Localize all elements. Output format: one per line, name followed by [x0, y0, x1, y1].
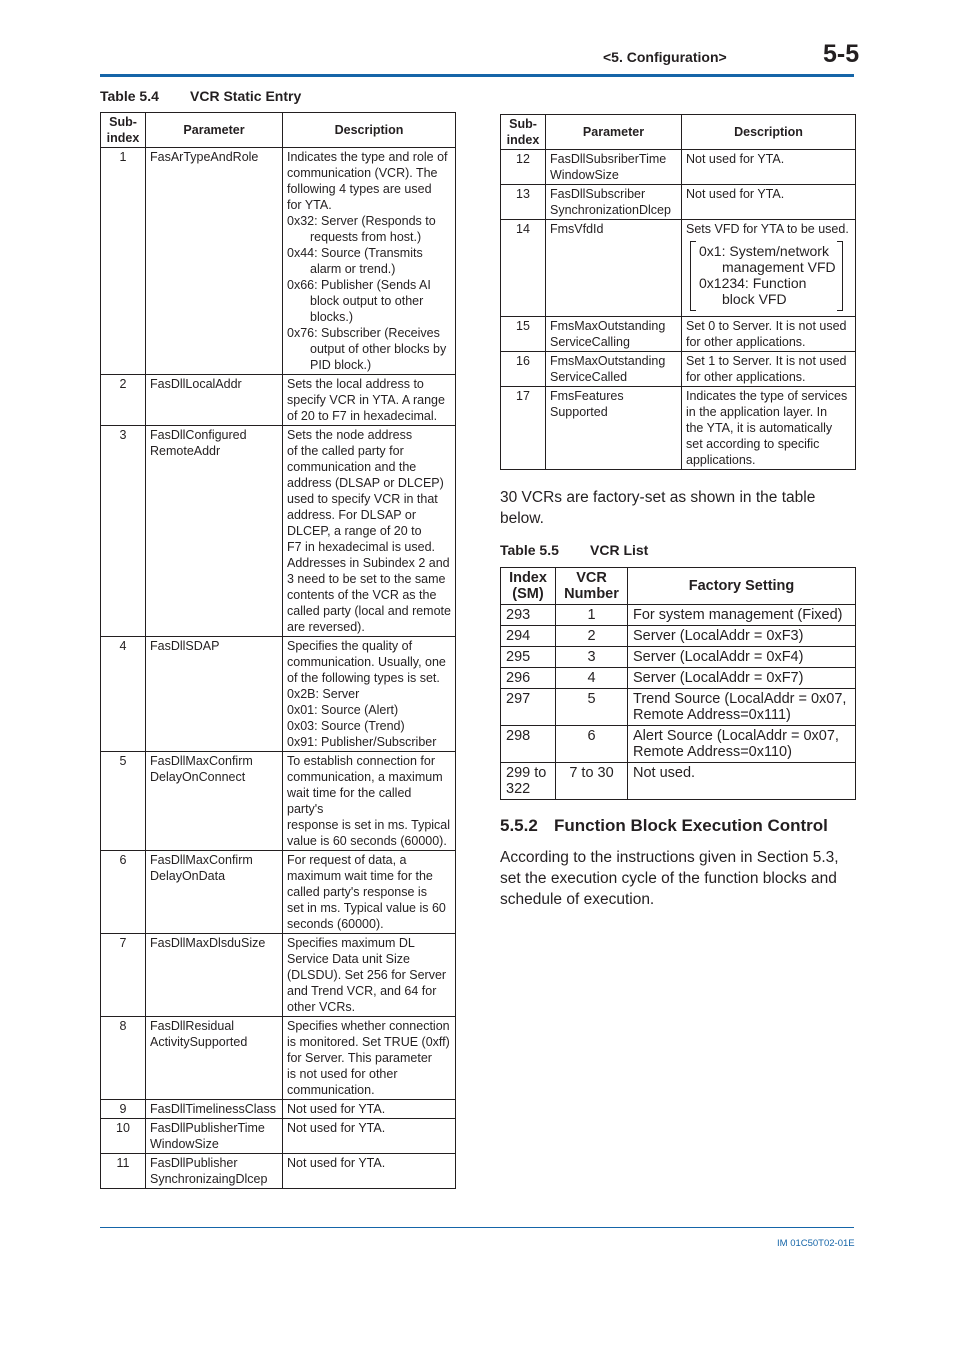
section-title: Function Block Execution Control: [554, 816, 828, 835]
description-cell: [682, 220, 856, 317]
header-line: Factory Setting: [688, 578, 795, 594]
table-row: [101, 426, 456, 637]
factory-setting-line: Server (LocalAddr = 0xF4): [633, 649, 804, 665]
table-row: [101, 851, 456, 934]
parameter-line: FasDllResidual: [150, 1019, 235, 1033]
description-line: F7 in hexadecimal is used.: [287, 540, 435, 554]
parameter-cell: [146, 1100, 283, 1119]
index-cell: [501, 605, 556, 626]
col-header-subindex: [101, 113, 146, 148]
col-header-description: [283, 113, 456, 148]
table-row: [101, 637, 456, 752]
vfd-type-item: 0x1: System/network management VFD: [699, 243, 836, 275]
description-line: set according to specific: [686, 437, 820, 451]
index-line: 299 to: [506, 765, 547, 781]
parameter-line: FasDllMaxDlsduSize: [150, 936, 266, 950]
header-line: index: [506, 133, 540, 147]
factory-setting-cell: [628, 689, 856, 726]
parameter-line: ServiceCalling: [550, 335, 630, 349]
subindex-cell: 12: [501, 150, 546, 185]
description-line: in the application layer. In: [686, 405, 828, 419]
description-line: communication, a maximum: [287, 770, 443, 784]
description-line: 0x01: Source (Alert): [287, 703, 399, 717]
vcr-number-cell: 1: [556, 605, 628, 626]
description-cell: [283, 752, 456, 851]
parameter-line: FasArTypeAndRole: [150, 150, 259, 164]
table-5-5-caption-title: VCR List: [590, 542, 649, 558]
subindex-cell: 16: [501, 352, 546, 387]
description-line: Specifies maximum DL: [287, 936, 415, 950]
description-line: Not used for YTA.: [287, 1102, 386, 1116]
description-line: Not used for YTA.: [287, 1156, 386, 1170]
description-cell: [682, 352, 856, 387]
description-line: Service Data unit Size: [287, 952, 410, 966]
parameter-line: SynchronizaingDlcep: [150, 1172, 268, 1186]
subindex-cell: 9: [101, 1100, 146, 1119]
parameter-line: DelayOnConnect: [150, 770, 246, 784]
table-row: [101, 1017, 456, 1100]
description-line: value is 60 seconds (60000).: [287, 834, 447, 848]
description-cell: [283, 375, 456, 426]
parameter-line: SynchronizationDlcep: [550, 203, 671, 217]
col-header-factory-setting: [628, 568, 856, 605]
parameter-cell: [146, 851, 283, 934]
description-line: communication. Usually, one: [287, 655, 446, 669]
parameter-cell: [146, 752, 283, 851]
factory-setting-line: Remote Address=0x111): [633, 707, 791, 723]
type-code-item: 0x32: Server (Responds to requests from host.): [287, 214, 436, 244]
parameter-line: FasDllConfigured: [150, 428, 247, 442]
vfd-type-box: [690, 241, 843, 311]
description-line: Set 1 to Server. It is not used: [686, 354, 847, 368]
description-cell: [682, 387, 856, 470]
description-line: for other applications.: [686, 370, 806, 384]
col-header-parameter: [546, 115, 682, 150]
header-line: (SM): [512, 586, 544, 602]
parameter-cell: [546, 387, 682, 470]
parameter-line: FasDllPublisher: [150, 1156, 238, 1170]
description-cell: [283, 148, 456, 375]
vcr-number-cell: 5: [556, 689, 628, 726]
description-line: 0x03: Source (Trend): [287, 719, 405, 733]
factory-setting-cell: [628, 605, 856, 626]
description-line: Indicates the type and role of: [287, 150, 448, 164]
description-line: for Server. This parameter: [287, 1051, 432, 1065]
parameter-cell: [546, 317, 682, 352]
description-line: the YTA, it is automatically: [686, 421, 833, 435]
col-header-subindex: [501, 115, 546, 150]
factory-setting-line: Server (LocalAddr = 0xF3): [633, 628, 804, 644]
factory-setting-line: Not used.: [633, 765, 696, 781]
header-line: Index: [509, 570, 547, 586]
description-cell: [283, 426, 456, 637]
table-row: [101, 375, 456, 426]
description-line: applications.: [686, 453, 756, 467]
table-row: [501, 647, 856, 668]
description-line: communication (VCR). The: [287, 166, 438, 180]
index-line: 296: [506, 670, 531, 686]
subindex-cell: 13: [501, 185, 546, 220]
section-heading: [500, 816, 828, 836]
description-cell: [283, 1017, 456, 1100]
parameter-cell: [146, 426, 283, 637]
description-line: seconds (60000).: [287, 917, 384, 931]
description-line: of the called party for: [287, 444, 404, 458]
description-line: is not used for other: [287, 1067, 398, 1081]
index-cell: [501, 647, 556, 668]
index-line: 295: [506, 649, 531, 665]
parameter-line: FasDllTimelinessClass: [150, 1102, 276, 1116]
header-line: Sub-: [109, 115, 137, 129]
description-cell: [283, 851, 456, 934]
parameter-line: Supported: [550, 405, 608, 419]
description-line: of the following types is set.: [287, 671, 440, 685]
description-line: and Trend VCR, and 64 for: [287, 984, 437, 998]
parameter-line: FmsFeatures: [550, 389, 624, 403]
description-cell: [283, 934, 456, 1017]
index-cell: [501, 668, 556, 689]
type-code-item: 0x66: Publisher (Sends AI block output to other blocks.): [287, 278, 431, 324]
vcr-number-cell: 2: [556, 626, 628, 647]
table-row: [101, 1100, 456, 1119]
intro-paragraph: 30 VCRs are factory-set as shown in the table below.: [500, 489, 816, 527]
subindex-cell: 7: [101, 934, 146, 1017]
description-line: used to specify VCR in that: [287, 492, 438, 506]
vcr-list-table: [500, 567, 856, 800]
table-row: [501, 185, 856, 220]
factory-setting-line: Trend Source (LocalAddr = 0x07,: [633, 691, 847, 707]
parameter-line: FmsMaxOutstanding: [550, 354, 666, 368]
factory-setting-cell: [628, 668, 856, 689]
table-row: [501, 726, 856, 763]
col-header-description: [682, 115, 856, 150]
parameter-line: FasDllMaxConfirm: [150, 853, 253, 867]
subindex-cell: 10: [101, 1119, 146, 1154]
table-5-4-caption: [100, 88, 301, 104]
vfd-type-item: 0x1234: Function block VFD: [699, 275, 807, 307]
description-line: address. For DLSAP or: [287, 508, 416, 522]
section-paragraph: According to the instructions given in Section 5.3, set the execution cycle of the function blocks and schedule of execution.: [500, 849, 839, 908]
subindex-cell: 4: [101, 637, 146, 752]
description-line: following 4 types are used: [287, 182, 432, 196]
header-line: Description: [334, 123, 404, 137]
parameter-line: FasDllSDAP: [150, 639, 220, 653]
table-row: [501, 220, 856, 317]
table-row: [501, 352, 856, 387]
description-line: wait time for the called party's: [287, 786, 412, 816]
factory-setting-cell: [628, 763, 856, 800]
parameter-line: DelayOnData: [150, 869, 226, 883]
parameter-cell: [146, 375, 283, 426]
table-5-5-caption: [500, 542, 648, 558]
table-row: [501, 317, 856, 352]
factory-setting-line: Server (LocalAddr = 0xF7): [633, 670, 804, 686]
description-line: contents of the VCR as the: [287, 588, 437, 602]
parameter-line: WindowSize: [150, 1137, 219, 1151]
vcr-static-entry-table: [100, 112, 456, 1189]
description-line: Sets the local address to: [287, 377, 424, 391]
description-line: Not used for YTA.: [686, 152, 785, 166]
description-line: Addresses in Subindex 2 and: [287, 556, 450, 570]
parameter-line: WindowSize: [550, 168, 619, 182]
parameter-cell: [146, 934, 283, 1017]
table-5-5-caption-number: Table 5.5: [500, 542, 559, 558]
index-line: 322: [506, 781, 531, 797]
description-line: Not used for YTA.: [287, 1121, 386, 1135]
vcr-number-cell: 3: [556, 647, 628, 668]
index-line: 293: [506, 607, 531, 623]
col-header-vcr-number: [556, 568, 628, 605]
subindex-cell: 3: [101, 426, 146, 637]
subindex-cell: 14: [501, 220, 546, 317]
description-cell: [682, 150, 856, 185]
section-number: 5.5.2: [500, 816, 538, 835]
parameter-line: FmsMaxOutstanding: [550, 319, 666, 333]
parameter-line: ActivitySupported: [150, 1035, 248, 1049]
factory-setting-line: Alert Source (LocalAddr = 0x07,: [633, 728, 839, 744]
header-line: index: [106, 131, 140, 145]
description-line: Sets VFD for YTA to be used.: [686, 222, 849, 236]
document-code: IM 01C50T02-01E: [777, 1238, 855, 1249]
description-line: called party's response is: [287, 885, 427, 899]
description-line: Sets the node address: [287, 428, 413, 442]
index-line: 294: [506, 628, 531, 644]
description-line: Indicates the type of services: [686, 389, 848, 403]
vcr-number-cell: 4: [556, 668, 628, 689]
footer-rule: [100, 1227, 854, 1228]
box-corner: [837, 241, 843, 242]
parameter-cell: [546, 150, 682, 185]
subindex-cell: 1: [101, 148, 146, 375]
col-header-parameter: [146, 113, 283, 148]
subindex-cell: 17: [501, 387, 546, 470]
parameter-line: FasDllLocalAddr: [150, 377, 242, 391]
header-line: Number: [564, 586, 619, 602]
description-line: 3 need to be set to the same: [287, 572, 446, 586]
factory-setting-line: For system management (Fixed): [633, 607, 843, 623]
parameter-line: FmsVfdId: [550, 222, 604, 236]
description-cell: [283, 1154, 456, 1189]
table-row: [101, 148, 456, 375]
description-cell: [283, 637, 456, 752]
subindex-cell: 15: [501, 317, 546, 352]
description-line: of 20 to F7 in hexadecimal.: [287, 409, 438, 423]
subindex-cell: 5: [101, 752, 146, 851]
table-row: [501, 626, 856, 647]
parameter-cell: [146, 1119, 283, 1154]
parameter-line: RemoteAddr: [150, 444, 221, 458]
table-row: [101, 752, 456, 851]
index-cell: [501, 689, 556, 726]
description-line: called party (local and remote: [287, 604, 451, 618]
description-line: communication.: [287, 1083, 375, 1097]
header-line: Parameter: [183, 123, 245, 137]
description-line: address (DLSAP or DLCEP): [287, 476, 444, 490]
description-line: for YTA.: [287, 198, 332, 212]
parameter-cell: [146, 148, 283, 375]
table-row: [501, 668, 856, 689]
header-line: Parameter: [582, 125, 645, 139]
type-code-item: 0x44: Source (Transmits alarm or trend.): [287, 246, 423, 276]
parameter-cell: [146, 637, 283, 752]
factory-setting-cell: [628, 647, 856, 668]
parameter-line: FasDllSubscriber: [550, 187, 646, 201]
description-line: specify VCR in YTA. A range: [287, 393, 445, 407]
index-line: 297: [506, 691, 531, 707]
description-line: are reversed).: [287, 620, 365, 634]
table-row: [501, 605, 856, 626]
description-cell: [682, 185, 856, 220]
table-row: [501, 763, 856, 800]
index-cell: [501, 726, 556, 763]
description-cell: [283, 1100, 456, 1119]
description-line: Specifies the quality of: [287, 639, 413, 653]
parameter-cell: [546, 185, 682, 220]
parameter-line: FasDllMaxConfirm: [150, 754, 253, 768]
table-row: [101, 1119, 456, 1154]
col-header-index-sm: [501, 568, 556, 605]
description-line: set in ms. Typical value is 60: [287, 901, 446, 915]
description-line: 0x2B: Server: [287, 687, 360, 701]
header-line: Sub-: [509, 117, 537, 131]
description-line: Set 0 to Server. It is not used: [686, 319, 847, 333]
table-row: [501, 150, 856, 185]
table-row: [101, 934, 456, 1017]
description-line: Not used for YTA.: [686, 187, 785, 201]
vcr-number-cell: 6: [556, 726, 628, 763]
description-cell: [283, 1119, 456, 1154]
description-line: 0x91: Publisher/Subscriber: [287, 735, 437, 749]
subindex-cell: 2: [101, 375, 146, 426]
type-code-item: 0x76: Subscriber (Receives output of other blocks by PID block.): [287, 326, 447, 372]
description-line: is monitored. Set TRUE (0xff): [287, 1035, 450, 1049]
parameter-line: ServiceCalled: [550, 370, 628, 384]
table-row: [101, 1154, 456, 1189]
vcr-static-entry-table-continued: [500, 114, 856, 470]
description-line: To establish connection for: [287, 754, 436, 768]
header-line: Description: [734, 125, 803, 139]
description-line: DLCEP, a range of 20 to: [287, 524, 422, 538]
parameter-cell: [546, 352, 682, 387]
description-line: (DLSDU). Set 256 for Server: [287, 968, 447, 982]
page-number: 5-5: [823, 40, 860, 68]
parameter-cell: [146, 1017, 283, 1100]
box-corner: [837, 310, 843, 311]
description-line: For request of data, a: [287, 853, 407, 867]
description-line: response is set in ms. Typical: [287, 818, 451, 832]
table-5-4-caption-title: VCR Static Entry: [190, 88, 302, 104]
header-line: VCR: [576, 570, 607, 586]
parameter-line: FasDllPublisherTime: [150, 1121, 265, 1135]
parameter-cell: [146, 1154, 283, 1189]
header-rule: [100, 74, 854, 77]
description-line: maximum wait time for the: [287, 869, 433, 883]
parameter-line: FasDllSubsriberTime: [550, 152, 667, 166]
table-row: [501, 387, 856, 470]
subindex-cell: 11: [101, 1154, 146, 1189]
description-cell: [682, 317, 856, 352]
running-header-section: <5. Configuration>: [603, 49, 727, 65]
factory-setting-cell: [628, 626, 856, 647]
description-line: other VCRs.: [287, 1000, 356, 1014]
parameter-cell: [546, 220, 682, 317]
subindex-cell: 6: [101, 851, 146, 934]
vcr-number-cell: 7 to 30: [556, 763, 628, 800]
description-line: Specifies whether connection: [287, 1019, 450, 1033]
description-line: communication and the: [287, 460, 417, 474]
index-line: 298: [506, 728, 531, 744]
description-line: for other applications.: [686, 335, 806, 349]
factory-setting-cell: [628, 726, 856, 763]
table-row: [501, 689, 856, 726]
subindex-cell: 8: [101, 1017, 146, 1100]
factory-setting-line: Remote Address=0x110): [633, 744, 792, 760]
index-cell: [501, 763, 556, 800]
index-cell: [501, 626, 556, 647]
table-5-4-caption-number: Table 5.4: [100, 88, 159, 104]
